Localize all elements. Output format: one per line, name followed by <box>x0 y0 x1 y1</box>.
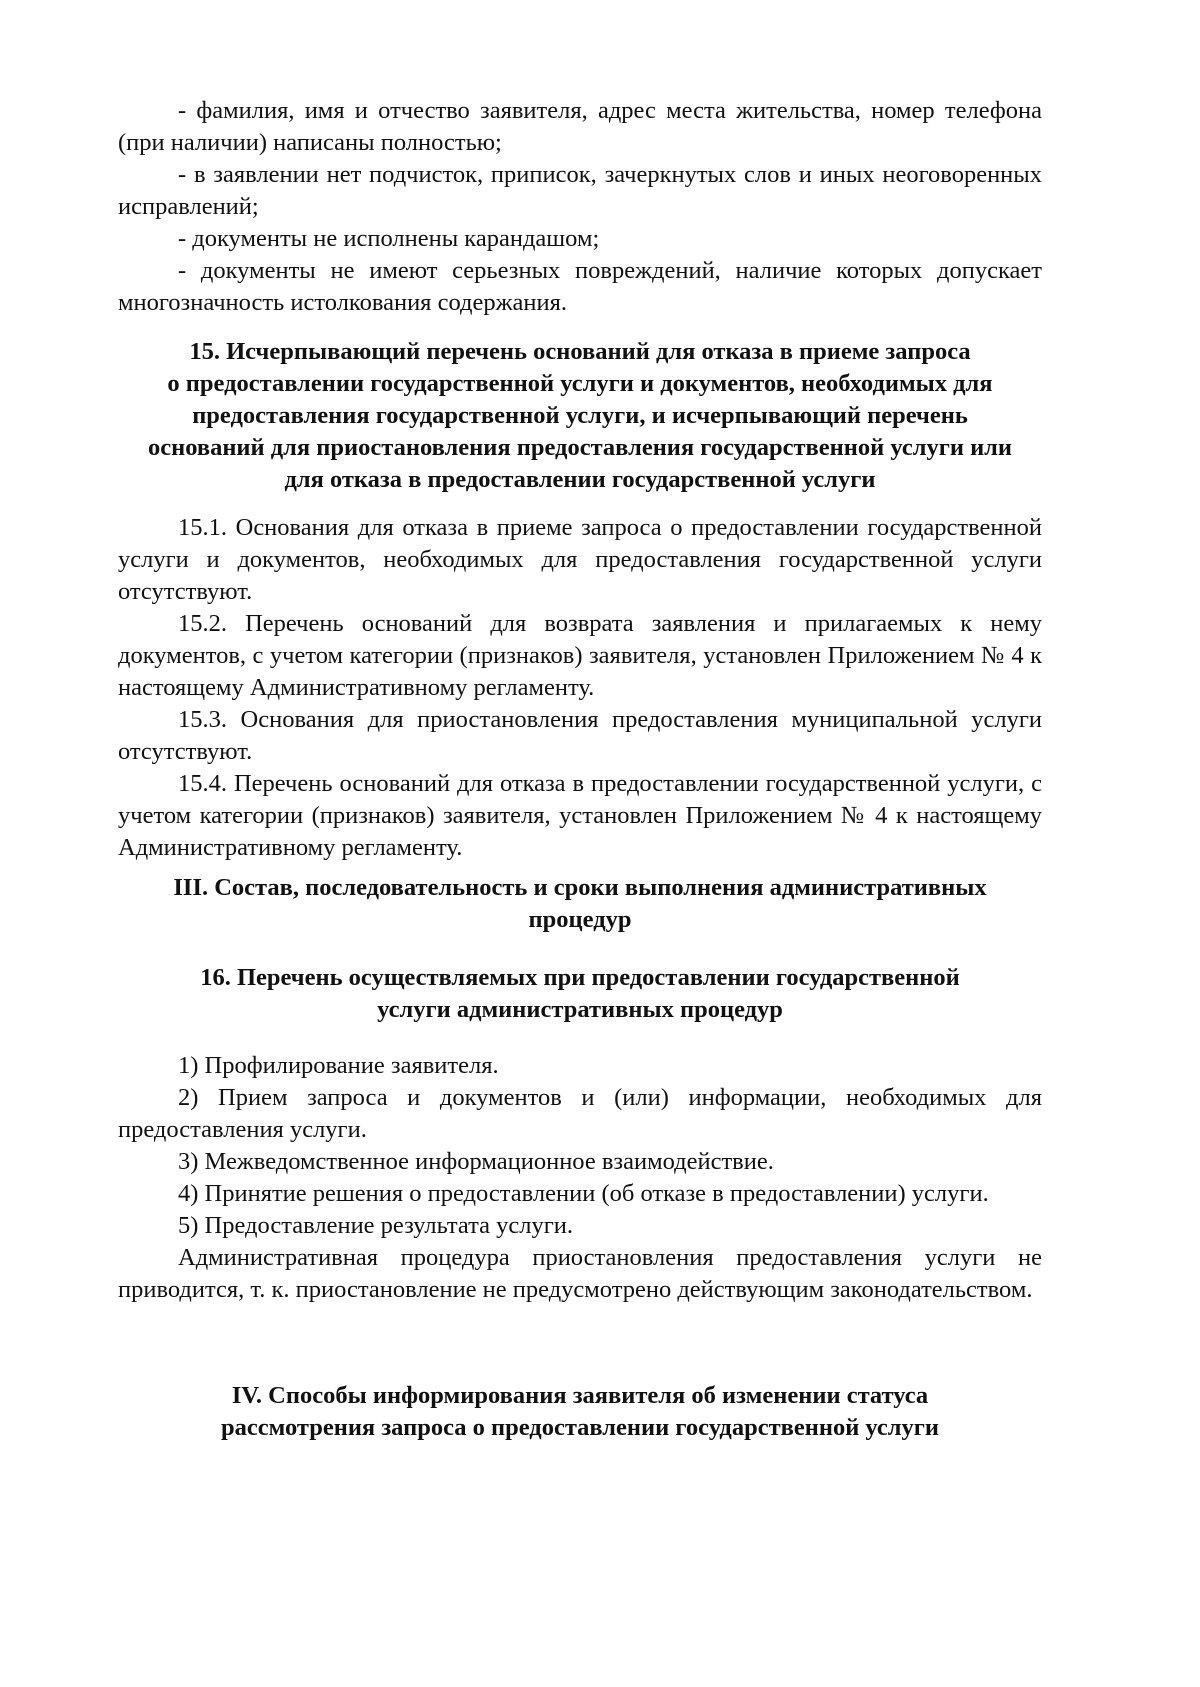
requirements-list <box>118 95 1042 319</box>
heading-line: предоставления государственной услуги, и исчерпывающий перечень <box>192 402 968 429</box>
procedure-item: 2) Прием запроса и документов и (или) информации, необходимых для предоставления услуги. <box>118 1084 1042 1143</box>
heading-line: оснований для приостановления предоставления государственной услуги или <box>147 434 1013 461</box>
heading-line: о предоставлении государственной услуги и документов, необходимых для <box>167 370 993 397</box>
requirement-item: - документы не имеют серьезных повреждений, наличие которых допускает многозначность истолкования содержания. <box>118 257 1042 316</box>
procedure-item: 4) Принятие решения о предоставлении (об отказе в предоставлении) услуги. <box>178 1180 989 1207</box>
section-4-heading <box>118 1380 1042 1444</box>
heading-line: рассмотрения запроса о предоставлении государственной услуги <box>220 1414 940 1441</box>
requirement-item: - в заявлении нет подчисток, приписок, зачеркнутых слов и иных неоговоренных исправлений; <box>118 161 1042 220</box>
paragraph-15-4: 15.4. Перечень оснований для отказа в предоставлении государственной услуги, с учетом категории (признаков) заявителя, установлен Приложением № 4 к настоящему Административному регламенту. <box>118 770 1042 861</box>
procedure-note: Административная процедура приостановления предоставления услуги не приводится, т. к. приостановление не предусмотрено действующим законодательством. <box>118 1244 1042 1303</box>
section-16-heading <box>118 962 1042 1026</box>
heading-line: III. Состав, последовательность и сроки выполнения административных <box>173 874 987 901</box>
section-3-heading <box>118 872 1042 936</box>
heading-line: 16. Перечень осуществляемых при предоставлении государственной <box>200 964 960 991</box>
procedures-list <box>118 1050 1042 1306</box>
heading-line: IV. Способы информирования заявителя об изменении статуса <box>231 1382 929 1409</box>
section-15-body <box>118 512 1042 864</box>
paragraph-15-2: 15.2. Перечень оснований для возврата заявления и прилагаемых к нему документов, с учетом категории (признаков) заявителя, установлен Приложением № 4 к настоящему Административному регламенту. <box>118 610 1042 701</box>
requirement-item: - документы не исполнены карандашом; <box>178 225 600 252</box>
heading-line: услуги административных процедур <box>377 996 783 1023</box>
procedure-item: 1) Профилирование заявителя. <box>178 1052 499 1079</box>
heading-line: 15. Исчерпывающий перечень оснований для отказа в приеме запроса <box>189 338 971 365</box>
heading-line: процедур <box>528 906 632 933</box>
requirement-item: - фамилия, имя и отчество заявителя, адрес места жительства, номер телефона (при наличии) написаны полностью; <box>118 97 1042 156</box>
paragraph-15-1: 15.1. Основания для отказа в приеме запроса о предоставлении государственной услуги и документов, необходимых для предоставления государственной услуги отсутствуют. <box>118 514 1042 605</box>
procedure-item: 3) Межведомственное информационное взаимодействие. <box>178 1148 774 1175</box>
paragraph-15-3: 15.3. Основания для приостановления предоставления муниципальной услуги отсутствуют. <box>118 706 1042 765</box>
section-15-heading <box>118 336 1042 496</box>
procedure-item: 5) Предоставление результата услуги. <box>178 1212 574 1239</box>
heading-line: для отказа в предоставлении государственной услуги <box>284 466 876 493</box>
